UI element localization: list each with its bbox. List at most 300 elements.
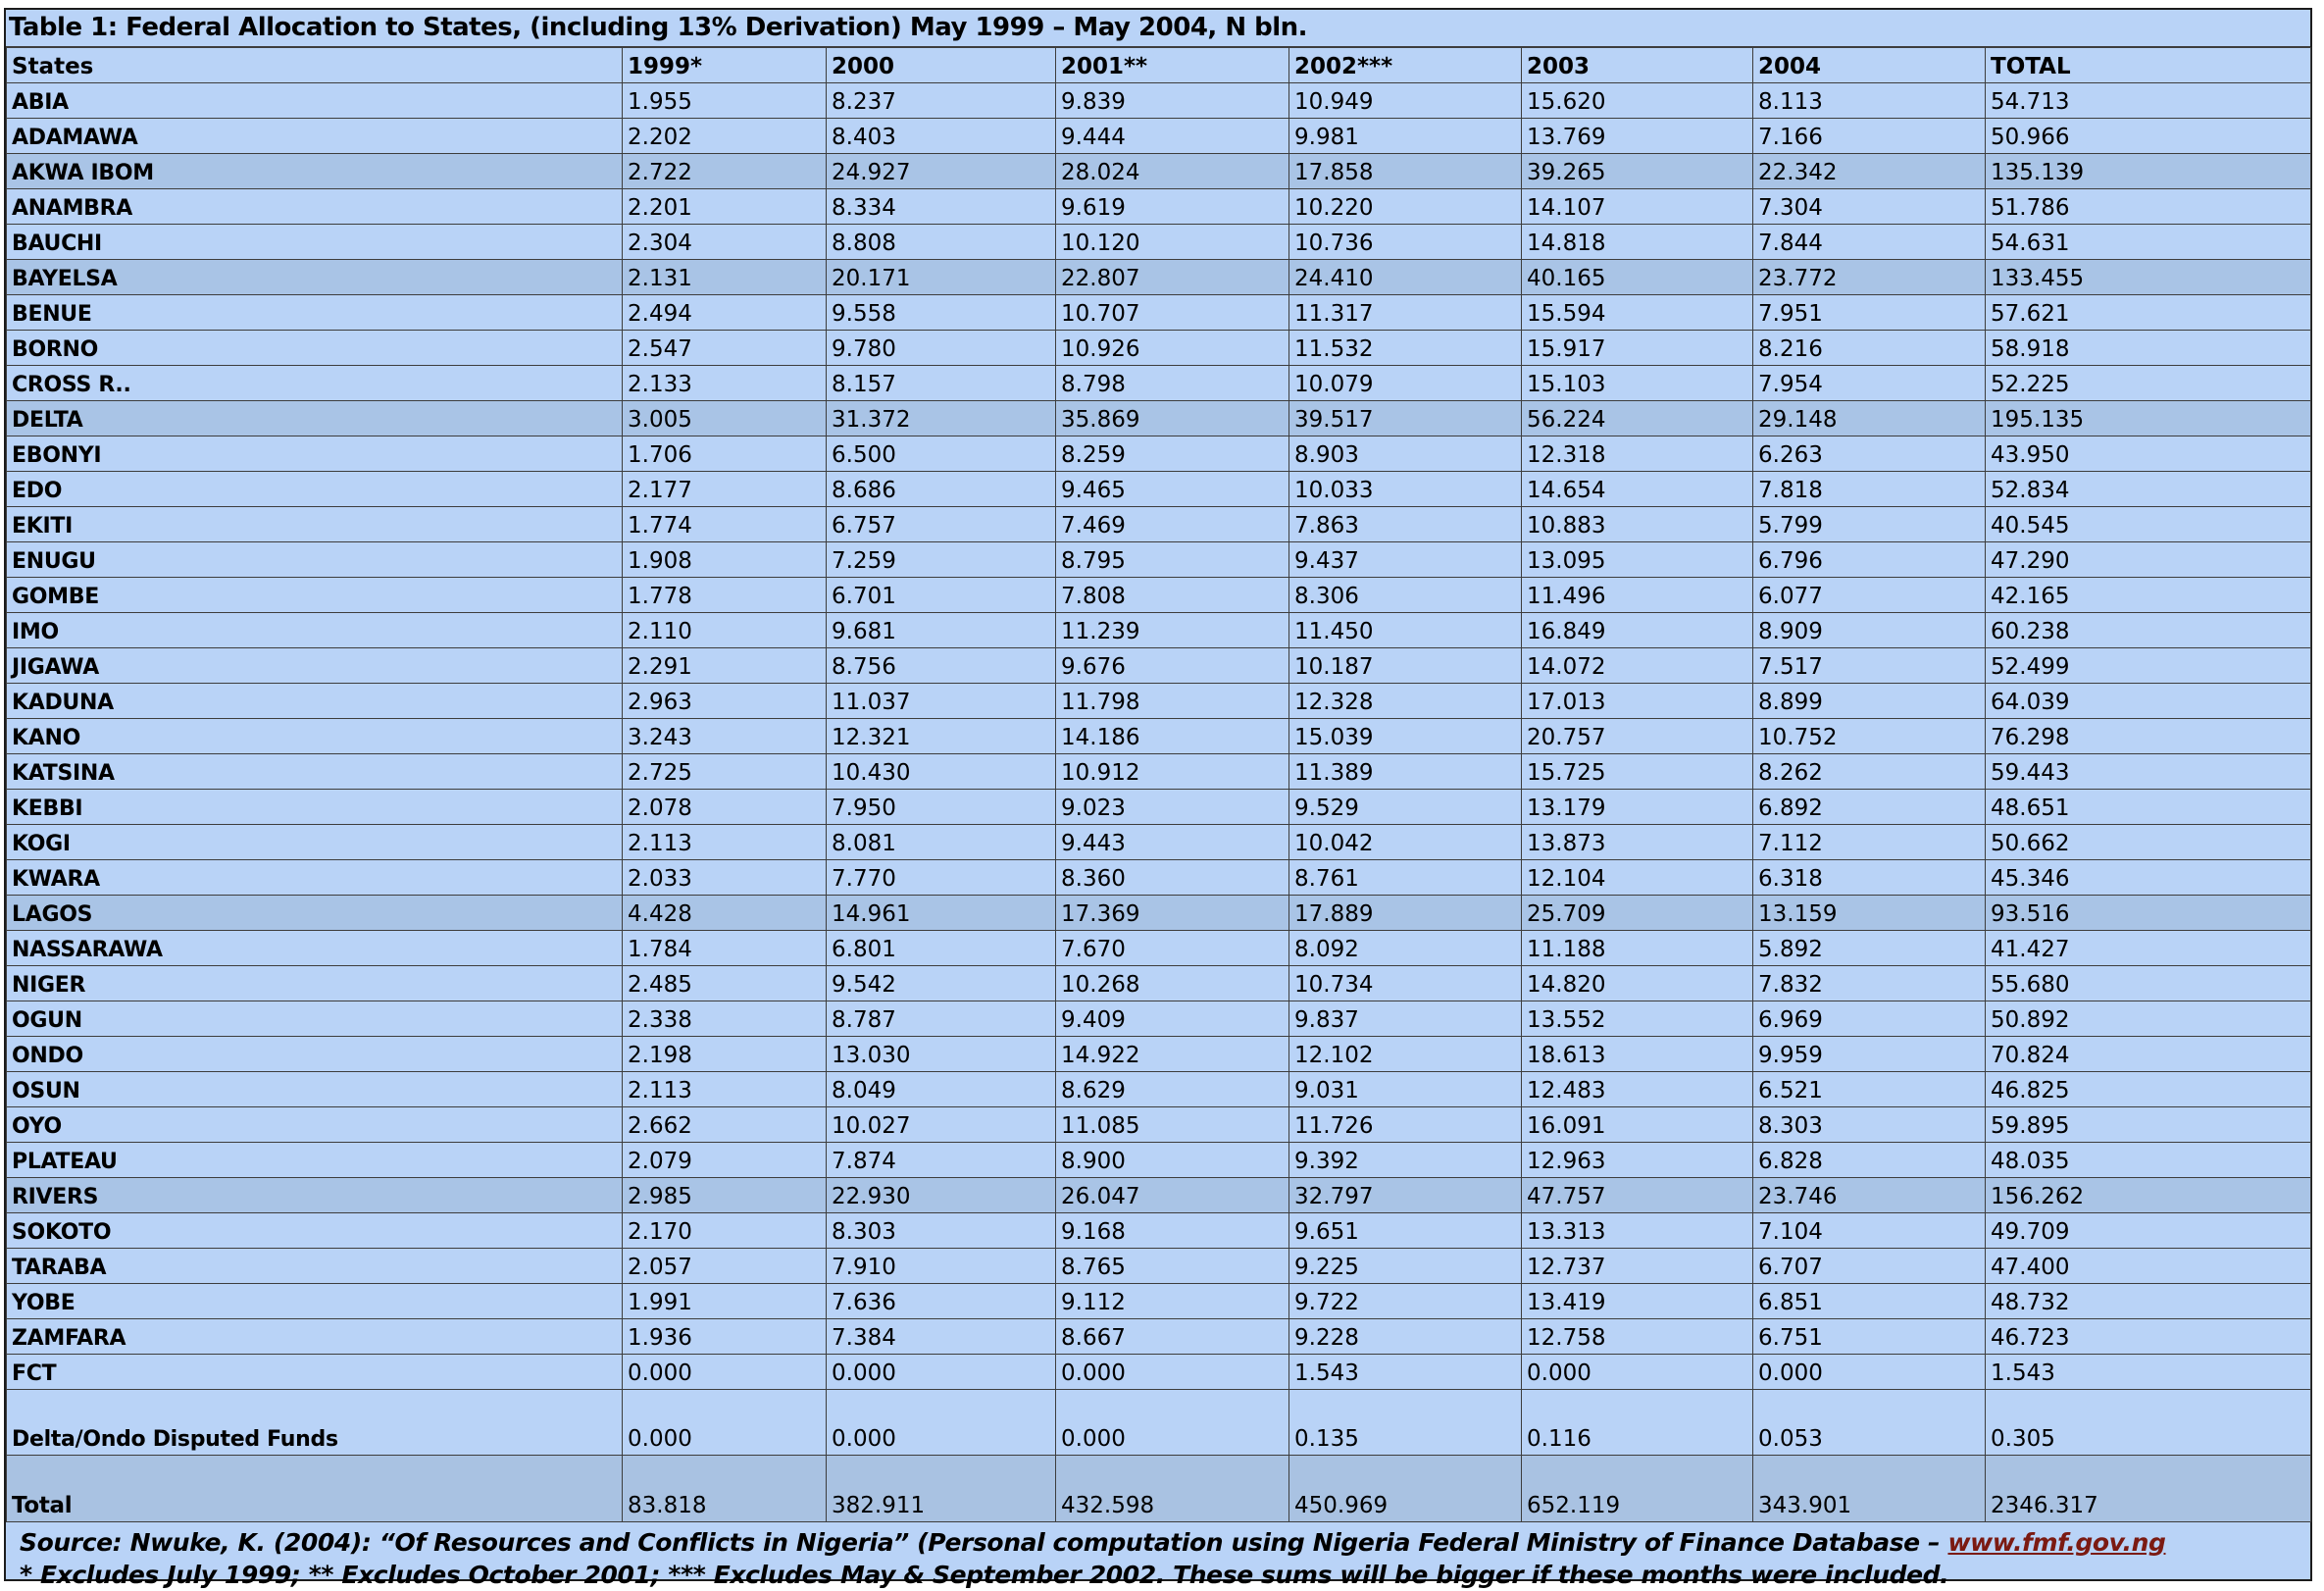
table-row	[7, 790, 2311, 825]
value-cell: 2.198	[623, 1037, 827, 1072]
value-cell: 24.927	[827, 154, 1056, 189]
state-cell: SOKOTO	[7, 1213, 623, 1249]
state-cell: Delta/Ondo Disputed Funds	[7, 1390, 623, 1456]
value-cell: 39.517	[1289, 401, 1522, 436]
value-cell: 8.686	[827, 472, 1056, 507]
value-cell: 10.187	[1289, 648, 1522, 684]
value-cell: 343.901	[1753, 1456, 1986, 1522]
value-cell: 0.116	[1522, 1390, 1753, 1456]
value-cell: 12.104	[1522, 860, 1753, 896]
value-cell: 22.807	[1056, 260, 1289, 295]
value-cell: 2.079	[623, 1143, 827, 1178]
value-cell: 10.430	[827, 754, 1056, 790]
state-cell: BAYELSA	[7, 260, 623, 295]
value-cell: 15.103	[1522, 366, 1753, 401]
value-cell: 14.820	[1522, 966, 1753, 1001]
table-row	[7, 1355, 2311, 1390]
value-cell: 2.304	[623, 225, 827, 260]
table-row	[7, 966, 2311, 1001]
value-cell: 1.784	[623, 931, 827, 966]
value-cell: 20.757	[1522, 719, 1753, 754]
value-cell: 48.035	[1986, 1143, 2311, 1178]
value-cell: 9.780	[827, 331, 1056, 366]
value-cell: 46.825	[1986, 1072, 2311, 1107]
value-cell: 8.303	[827, 1213, 1056, 1249]
value-cell: 9.619	[1056, 189, 1289, 225]
value-cell: 83.818	[623, 1456, 827, 1522]
value-cell: 7.818	[1753, 472, 1986, 507]
value-cell: 9.112	[1056, 1284, 1289, 1319]
value-cell: 32.797	[1289, 1178, 1522, 1213]
value-cell: 6.828	[1753, 1143, 1986, 1178]
value-cell: 9.981	[1289, 119, 1522, 154]
column-header-2000: 2000	[827, 48, 1056, 83]
value-cell: 8.216	[1753, 331, 1986, 366]
table-row	[7, 1107, 2311, 1143]
value-cell: 2.113	[623, 825, 827, 860]
value-cell: 12.318	[1522, 436, 1753, 472]
value-cell: 52.225	[1986, 366, 2311, 401]
value-cell: 12.963	[1522, 1143, 1753, 1178]
value-cell: 12.328	[1289, 684, 1522, 719]
column-header-1999: 1999*	[623, 48, 827, 83]
value-cell: 8.899	[1753, 684, 1986, 719]
value-cell: 1.936	[623, 1319, 827, 1355]
value-cell: 13.313	[1522, 1213, 1753, 1249]
value-cell: 9.839	[1056, 83, 1289, 119]
state-cell: BAUCHI	[7, 225, 623, 260]
value-cell: 3.243	[623, 719, 827, 754]
value-cell: 9.681	[827, 613, 1056, 648]
value-cell: 25.709	[1522, 896, 1753, 931]
state-cell: ZAMFARA	[7, 1319, 623, 1355]
value-cell: 8.237	[827, 83, 1056, 119]
value-cell: 11.037	[827, 684, 1056, 719]
value-cell: 382.911	[827, 1456, 1056, 1522]
value-cell: 1.908	[623, 542, 827, 578]
value-cell: 2.338	[623, 1001, 827, 1037]
value-cell: 70.824	[1986, 1037, 2311, 1072]
state-cell: FCT	[7, 1355, 623, 1390]
value-cell: 9.529	[1289, 790, 1522, 825]
value-cell: 17.369	[1056, 896, 1289, 931]
value-cell: 17.013	[1522, 684, 1753, 719]
value-cell: 9.228	[1289, 1319, 1522, 1355]
value-cell: 0.000	[827, 1390, 1056, 1456]
value-cell: 10.033	[1289, 472, 1522, 507]
value-cell: 8.903	[1289, 436, 1522, 472]
table-row	[7, 1390, 2311, 1456]
value-cell: 13.179	[1522, 790, 1753, 825]
table-row	[7, 542, 2311, 578]
column-header-2001: 2001**	[1056, 48, 1289, 83]
value-cell: 7.166	[1753, 119, 1986, 154]
value-cell: 8.900	[1056, 1143, 1289, 1178]
state-cell: EBONYI	[7, 436, 623, 472]
value-cell: 2.291	[623, 648, 827, 684]
value-cell: 2.662	[623, 1107, 827, 1143]
value-cell: 8.756	[827, 648, 1056, 684]
value-cell: 8.092	[1289, 931, 1522, 966]
value-cell: 6.077	[1753, 578, 1986, 613]
header-row	[7, 48, 2311, 83]
value-cell: 8.787	[827, 1001, 1056, 1037]
value-cell: 22.930	[827, 1178, 1056, 1213]
value-cell: 8.629	[1056, 1072, 1289, 1107]
value-cell: 7.112	[1753, 825, 1986, 860]
value-cell: 8.113	[1753, 83, 1986, 119]
value-cell: 7.517	[1753, 648, 1986, 684]
value-cell: 2.985	[623, 1178, 827, 1213]
value-cell: 8.259	[1056, 436, 1289, 472]
value-cell: 0.000	[1522, 1355, 1753, 1390]
value-cell: 7.304	[1753, 189, 1986, 225]
value-cell: 12.737	[1522, 1249, 1753, 1284]
value-cell: 11.726	[1289, 1107, 1522, 1143]
table-row	[7, 1143, 2311, 1178]
state-cell: KATSINA	[7, 754, 623, 790]
value-cell: 195.135	[1986, 401, 2311, 436]
value-cell: 1.955	[623, 83, 827, 119]
value-cell: 7.954	[1753, 366, 1986, 401]
value-cell: 9.959	[1753, 1037, 1986, 1072]
value-cell: 6.751	[1753, 1319, 1986, 1355]
total-row	[7, 1456, 2311, 1522]
value-cell: 15.620	[1522, 83, 1753, 119]
column-header-2002: 2002***	[1289, 48, 1522, 83]
value-cell: 10.752	[1753, 719, 1986, 754]
state-cell: JIGAWA	[7, 648, 623, 684]
value-cell: 8.049	[827, 1072, 1056, 1107]
value-cell: 7.670	[1056, 931, 1289, 966]
value-cell: 7.770	[827, 860, 1056, 896]
value-cell: 60.238	[1986, 613, 2311, 648]
value-cell: 13.095	[1522, 542, 1753, 578]
value-cell: 13.419	[1522, 1284, 1753, 1319]
value-cell: 14.186	[1056, 719, 1289, 754]
state-cell: PLATEAU	[7, 1143, 623, 1178]
table-row	[7, 1037, 2311, 1072]
column-header-2003: 2003	[1522, 48, 1753, 83]
value-cell: 64.039	[1986, 684, 2311, 719]
value-cell: 432.598	[1056, 1456, 1289, 1522]
value-cell: 10.912	[1056, 754, 1289, 790]
state-cell: KEBBI	[7, 790, 623, 825]
value-cell: 17.858	[1289, 154, 1522, 189]
value-cell: 11.188	[1522, 931, 1753, 966]
value-cell: 2.963	[623, 684, 827, 719]
state-cell: RIVERS	[7, 1178, 623, 1213]
value-cell: 8.334	[827, 189, 1056, 225]
value-cell: 59.443	[1986, 754, 2311, 790]
value-cell: 14.072	[1522, 648, 1753, 684]
value-cell: 8.303	[1753, 1107, 1986, 1143]
value-cell: 2.201	[623, 189, 827, 225]
state-cell: LAGOS	[7, 896, 623, 931]
state-cell: EKITI	[7, 507, 623, 542]
value-cell: 11.389	[1289, 754, 1522, 790]
value-cell: 2.078	[623, 790, 827, 825]
value-cell: 15.917	[1522, 331, 1753, 366]
state-cell: ONDO	[7, 1037, 623, 1072]
value-cell: 48.651	[1986, 790, 2311, 825]
value-cell: 13.873	[1522, 825, 1753, 860]
state-cell: OSUN	[7, 1072, 623, 1107]
value-cell: 50.662	[1986, 825, 2311, 860]
value-cell: 7.384	[827, 1319, 1056, 1355]
state-cell: KANO	[7, 719, 623, 754]
value-cell: 12.102	[1289, 1037, 1522, 1072]
value-cell: 7.844	[1753, 225, 1986, 260]
table-row	[7, 331, 2311, 366]
value-cell: 156.262	[1986, 1178, 2311, 1213]
value-cell: 0.000	[623, 1355, 827, 1390]
value-cell: 11.798	[1056, 684, 1289, 719]
state-cell: KOGI	[7, 825, 623, 860]
value-cell: 10.079	[1289, 366, 1522, 401]
table-row	[7, 1178, 2311, 1213]
value-cell: 55.680	[1986, 966, 2311, 1001]
value-cell: 12.321	[827, 719, 1056, 754]
value-cell: 0.053	[1753, 1390, 1986, 1456]
value-cell: 8.081	[827, 825, 1056, 860]
value-cell: 9.651	[1289, 1213, 1522, 1249]
value-cell: 8.667	[1056, 1319, 1289, 1355]
value-cell: 16.849	[1522, 613, 1753, 648]
value-cell: 13.030	[827, 1037, 1056, 1072]
value-cell: 0.000	[827, 1355, 1056, 1390]
table-row	[7, 684, 2311, 719]
value-cell: 11.317	[1289, 295, 1522, 331]
table-row	[7, 436, 2311, 472]
value-cell: 7.874	[827, 1143, 1056, 1178]
table-row	[7, 260, 2311, 295]
value-cell: 15.594	[1522, 295, 1753, 331]
value-cell: 7.910	[827, 1249, 1056, 1284]
value-cell: 47.400	[1986, 1249, 2311, 1284]
source-note-text: Source: Nwuke, K. (2004): “Of Resources and Conflicts in Nigeria” (Personal computation using Nigeria Federal Ministry of Finance Database –	[20, 1528, 1948, 1557]
table-row	[7, 719, 2311, 754]
value-cell: 50.892	[1986, 1001, 2311, 1037]
fmf-link[interactable]: www.fmf.gov.ng	[1947, 1528, 2166, 1557]
state-cell: ANAMBRA	[7, 189, 623, 225]
value-cell: 7.863	[1289, 507, 1522, 542]
value-cell: 1.706	[623, 436, 827, 472]
value-cell: 6.892	[1753, 790, 1986, 825]
value-cell: 8.909	[1753, 613, 1986, 648]
value-cell: 11.496	[1522, 578, 1753, 613]
value-cell: 2.722	[623, 154, 827, 189]
value-cell: 47.757	[1522, 1178, 1753, 1213]
value-cell: 45.346	[1986, 860, 2311, 896]
value-cell: 1.543	[1986, 1355, 2311, 1390]
value-cell: 15.039	[1289, 719, 1522, 754]
state-cell: ABIA	[7, 83, 623, 119]
value-cell: 5.799	[1753, 507, 1986, 542]
table-row	[7, 1213, 2311, 1249]
state-cell: KWARA	[7, 860, 623, 896]
value-cell: 40.165	[1522, 260, 1753, 295]
value-cell: 23.746	[1753, 1178, 1986, 1213]
value-cell: 9.722	[1289, 1284, 1522, 1319]
value-cell: 7.259	[827, 542, 1056, 578]
value-cell: 28.024	[1056, 154, 1289, 189]
value-cell: 9.676	[1056, 648, 1289, 684]
value-cell: 11.239	[1056, 613, 1289, 648]
value-cell: 9.023	[1056, 790, 1289, 825]
value-cell: 2.057	[623, 1249, 827, 1284]
table-row	[7, 1249, 2311, 1284]
value-cell: 9.443	[1056, 825, 1289, 860]
table-row	[7, 648, 2311, 684]
value-cell: 450.969	[1289, 1456, 1522, 1522]
value-cell: 2.177	[623, 472, 827, 507]
value-cell: 9.837	[1289, 1001, 1522, 1037]
state-cell: YOBE	[7, 1284, 623, 1319]
value-cell: 10.949	[1289, 83, 1522, 119]
value-cell: 6.801	[827, 931, 1056, 966]
value-cell: 5.892	[1753, 931, 1986, 966]
table-row	[7, 1072, 2311, 1107]
table-row	[7, 83, 2311, 119]
table-row	[7, 366, 2311, 401]
value-cell: 76.298	[1986, 719, 2311, 754]
state-cell: NIGER	[7, 966, 623, 1001]
allocation-table	[6, 47, 2311, 1522]
value-cell: 46.723	[1986, 1319, 2311, 1355]
value-cell: 1.778	[623, 578, 827, 613]
column-header-total: TOTAL	[1986, 48, 2311, 83]
value-cell: 6.851	[1753, 1284, 1986, 1319]
value-cell: 2.033	[623, 860, 827, 896]
value-cell: 9.558	[827, 295, 1056, 331]
table-row	[7, 613, 2311, 648]
source-note	[20, 1526, 2310, 1559]
state-cell: OGUN	[7, 1001, 623, 1037]
value-cell: 10.926	[1056, 331, 1289, 366]
value-cell: 10.268	[1056, 966, 1289, 1001]
value-cell: 9.031	[1289, 1072, 1522, 1107]
value-cell: 26.047	[1056, 1178, 1289, 1213]
value-cell: 10.027	[827, 1107, 1056, 1143]
value-cell: 2.110	[623, 613, 827, 648]
value-cell: 8.262	[1753, 754, 1986, 790]
table-row	[7, 507, 2311, 542]
table-row	[7, 931, 2311, 966]
value-cell: 8.403	[827, 119, 1056, 154]
value-cell: 2.485	[623, 966, 827, 1001]
value-cell: 2.170	[623, 1213, 827, 1249]
table-row	[7, 896, 2311, 931]
value-cell: 49.709	[1986, 1213, 2311, 1249]
value-cell: 7.950	[827, 790, 1056, 825]
table-title: Table 1: Federal Allocation to States, (including 13% Derivation) May 1999 – May 2004, N bln.	[6, 10, 2310, 47]
state-cell: CROSS R..	[7, 366, 623, 401]
state-cell: ENUGU	[7, 542, 623, 578]
value-cell: 22.342	[1753, 154, 1986, 189]
value-cell: 2.494	[623, 295, 827, 331]
value-cell: 93.516	[1986, 896, 2311, 931]
table-row	[7, 1001, 2311, 1037]
column-header-states: States	[7, 48, 623, 83]
value-cell: 14.922	[1056, 1037, 1289, 1072]
value-cell: 57.621	[1986, 295, 2311, 331]
value-cell: 8.360	[1056, 860, 1289, 896]
value-cell: 43.950	[1986, 436, 2311, 472]
value-cell: 10.120	[1056, 225, 1289, 260]
table-row	[7, 119, 2311, 154]
value-cell: 2.725	[623, 754, 827, 790]
value-cell: 1.774	[623, 507, 827, 542]
value-cell: 51.786	[1986, 189, 2311, 225]
value-cell: 2.131	[623, 260, 827, 295]
table-row	[7, 295, 2311, 331]
allocation-table-frame	[4, 8, 2312, 1589]
footer-notes	[6, 1522, 2310, 1591]
value-cell: 8.157	[827, 366, 1056, 401]
value-cell: 16.091	[1522, 1107, 1753, 1143]
value-cell: 6.796	[1753, 542, 1986, 578]
value-cell: 9.437	[1289, 542, 1522, 578]
value-cell: 2346.317	[1986, 1456, 2311, 1522]
table-row	[7, 472, 2311, 507]
value-cell: 6.701	[827, 578, 1056, 613]
state-cell: AKWA IBOM	[7, 154, 623, 189]
value-cell: 0.000	[1056, 1355, 1289, 1390]
value-cell: 9.465	[1056, 472, 1289, 507]
value-cell: 23.772	[1753, 260, 1986, 295]
value-cell: 48.732	[1986, 1284, 2311, 1319]
value-cell: 52.834	[1986, 472, 2311, 507]
value-cell: 652.119	[1522, 1456, 1753, 1522]
value-cell: 18.613	[1522, 1037, 1753, 1072]
value-cell: 41.427	[1986, 931, 2311, 966]
value-cell: 11.532	[1289, 331, 1522, 366]
value-cell: 0.000	[623, 1390, 827, 1456]
value-cell: 7.832	[1753, 966, 1986, 1001]
value-cell: 1.543	[1289, 1355, 1522, 1390]
value-cell: 56.224	[1522, 401, 1753, 436]
value-cell: 9.392	[1289, 1143, 1522, 1178]
value-cell: 13.552	[1522, 1001, 1753, 1037]
value-cell: 50.966	[1986, 119, 2311, 154]
value-cell: 12.758	[1522, 1319, 1753, 1355]
table-row	[7, 754, 2311, 790]
state-cell: DELTA	[7, 401, 623, 436]
value-cell: 10.220	[1289, 189, 1522, 225]
table-row	[7, 189, 2311, 225]
value-cell: 40.545	[1986, 507, 2311, 542]
value-cell: 20.171	[827, 260, 1056, 295]
value-cell: 14.107	[1522, 189, 1753, 225]
value-cell: 4.428	[623, 896, 827, 931]
value-cell: 8.765	[1056, 1249, 1289, 1284]
value-cell: 0.000	[1056, 1390, 1289, 1456]
state-cell: EDO	[7, 472, 623, 507]
value-cell: 12.483	[1522, 1072, 1753, 1107]
value-cell: 14.818	[1522, 225, 1753, 260]
value-cell: 35.869	[1056, 401, 1289, 436]
table-row	[7, 1319, 2311, 1355]
value-cell: 0.135	[1289, 1390, 1522, 1456]
value-cell: 29.148	[1753, 401, 1986, 436]
value-cell: 10.042	[1289, 825, 1522, 860]
value-cell: 10.734	[1289, 966, 1522, 1001]
table-body	[7, 83, 2311, 1522]
value-cell: 9.225	[1289, 1249, 1522, 1284]
value-cell: 133.455	[1986, 260, 2311, 295]
value-cell: 54.631	[1986, 225, 2311, 260]
